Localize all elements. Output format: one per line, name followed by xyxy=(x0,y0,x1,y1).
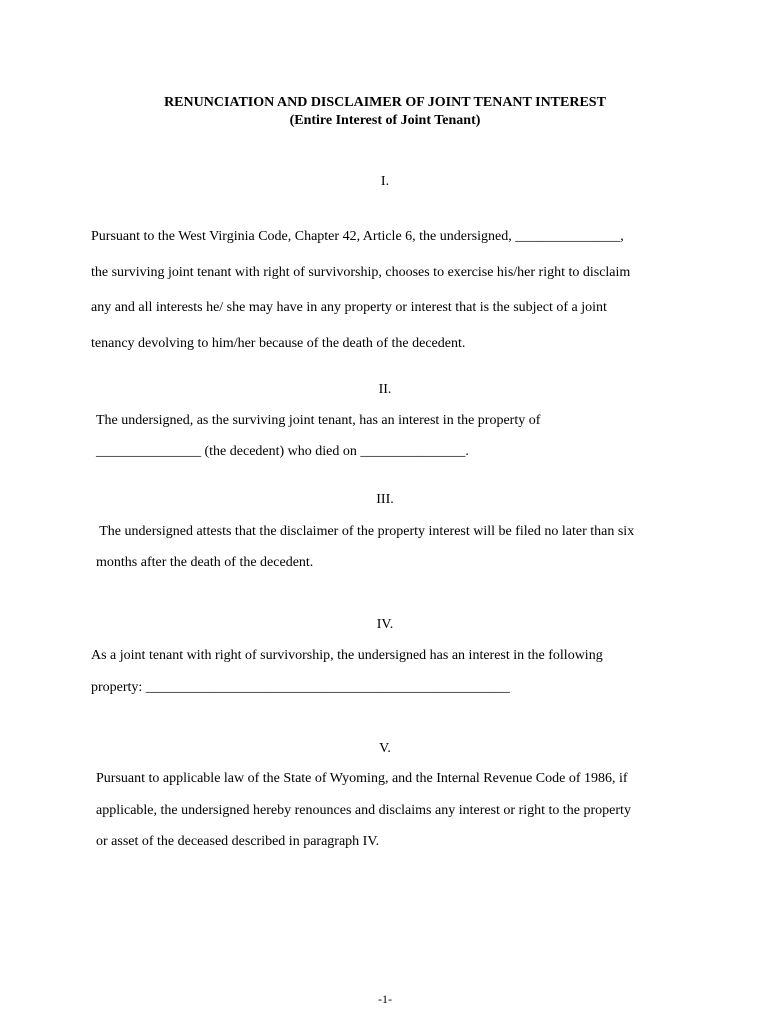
page-number: -1- xyxy=(378,992,392,1006)
section-numeral: III. xyxy=(376,492,394,507)
paragraph-line: Pursuant to applicable law of the State of Wyoming, and the Internal Revenue Code of 1986, if xyxy=(96,771,628,786)
paragraph-line: the surviving joint tenant with right of survivorship, chooses to exercise his/her right to disclaim xyxy=(91,265,631,280)
section-numeral: II. xyxy=(378,382,392,397)
section-numeral: I. xyxy=(380,174,390,189)
paragraph-line: As a joint tenant with right of survivorship, the undersigned has an interest in the following xyxy=(91,648,603,663)
property-field-line: property: ____________________________________________________ xyxy=(91,680,510,695)
paragraph-line: The undersigned, as the surviving joint tenant, has an interest in the property of xyxy=(96,413,541,428)
document-subtitle: (Entire Interest of Joint Tenant) xyxy=(289,113,481,128)
section-numeral: V. xyxy=(379,741,391,756)
paragraph-line: any and all interests he/ she may have in any property or interest that is the subject of a joint xyxy=(91,300,607,315)
paragraph-line: The undersigned attests that the disclaimer of the property interest will be filed no later than six xyxy=(96,524,635,539)
paragraph-line: Pursuant to the West Virginia Code, Chapter 42, Article 6, the undersigned, _______________, xyxy=(91,229,624,244)
paragraph-line: or asset of the deceased described in paragraph IV. xyxy=(96,834,380,849)
section-numeral: IV. xyxy=(376,617,394,632)
paragraph-line: applicable, the undersigned hereby renounces and disclaims any interest or right to the property xyxy=(96,803,631,818)
paragraph-line: months after the death of the decedent. xyxy=(96,555,314,570)
paragraph-line: tenancy devolving to him/her because of the death of the decedent. xyxy=(91,336,466,351)
document-title: RENUNCIATION AND DISCLAIMER OF JOINT TENANT INTEREST xyxy=(164,95,606,110)
paragraph-line: _______________ (the decedent) who died on _______________. xyxy=(96,444,469,459)
